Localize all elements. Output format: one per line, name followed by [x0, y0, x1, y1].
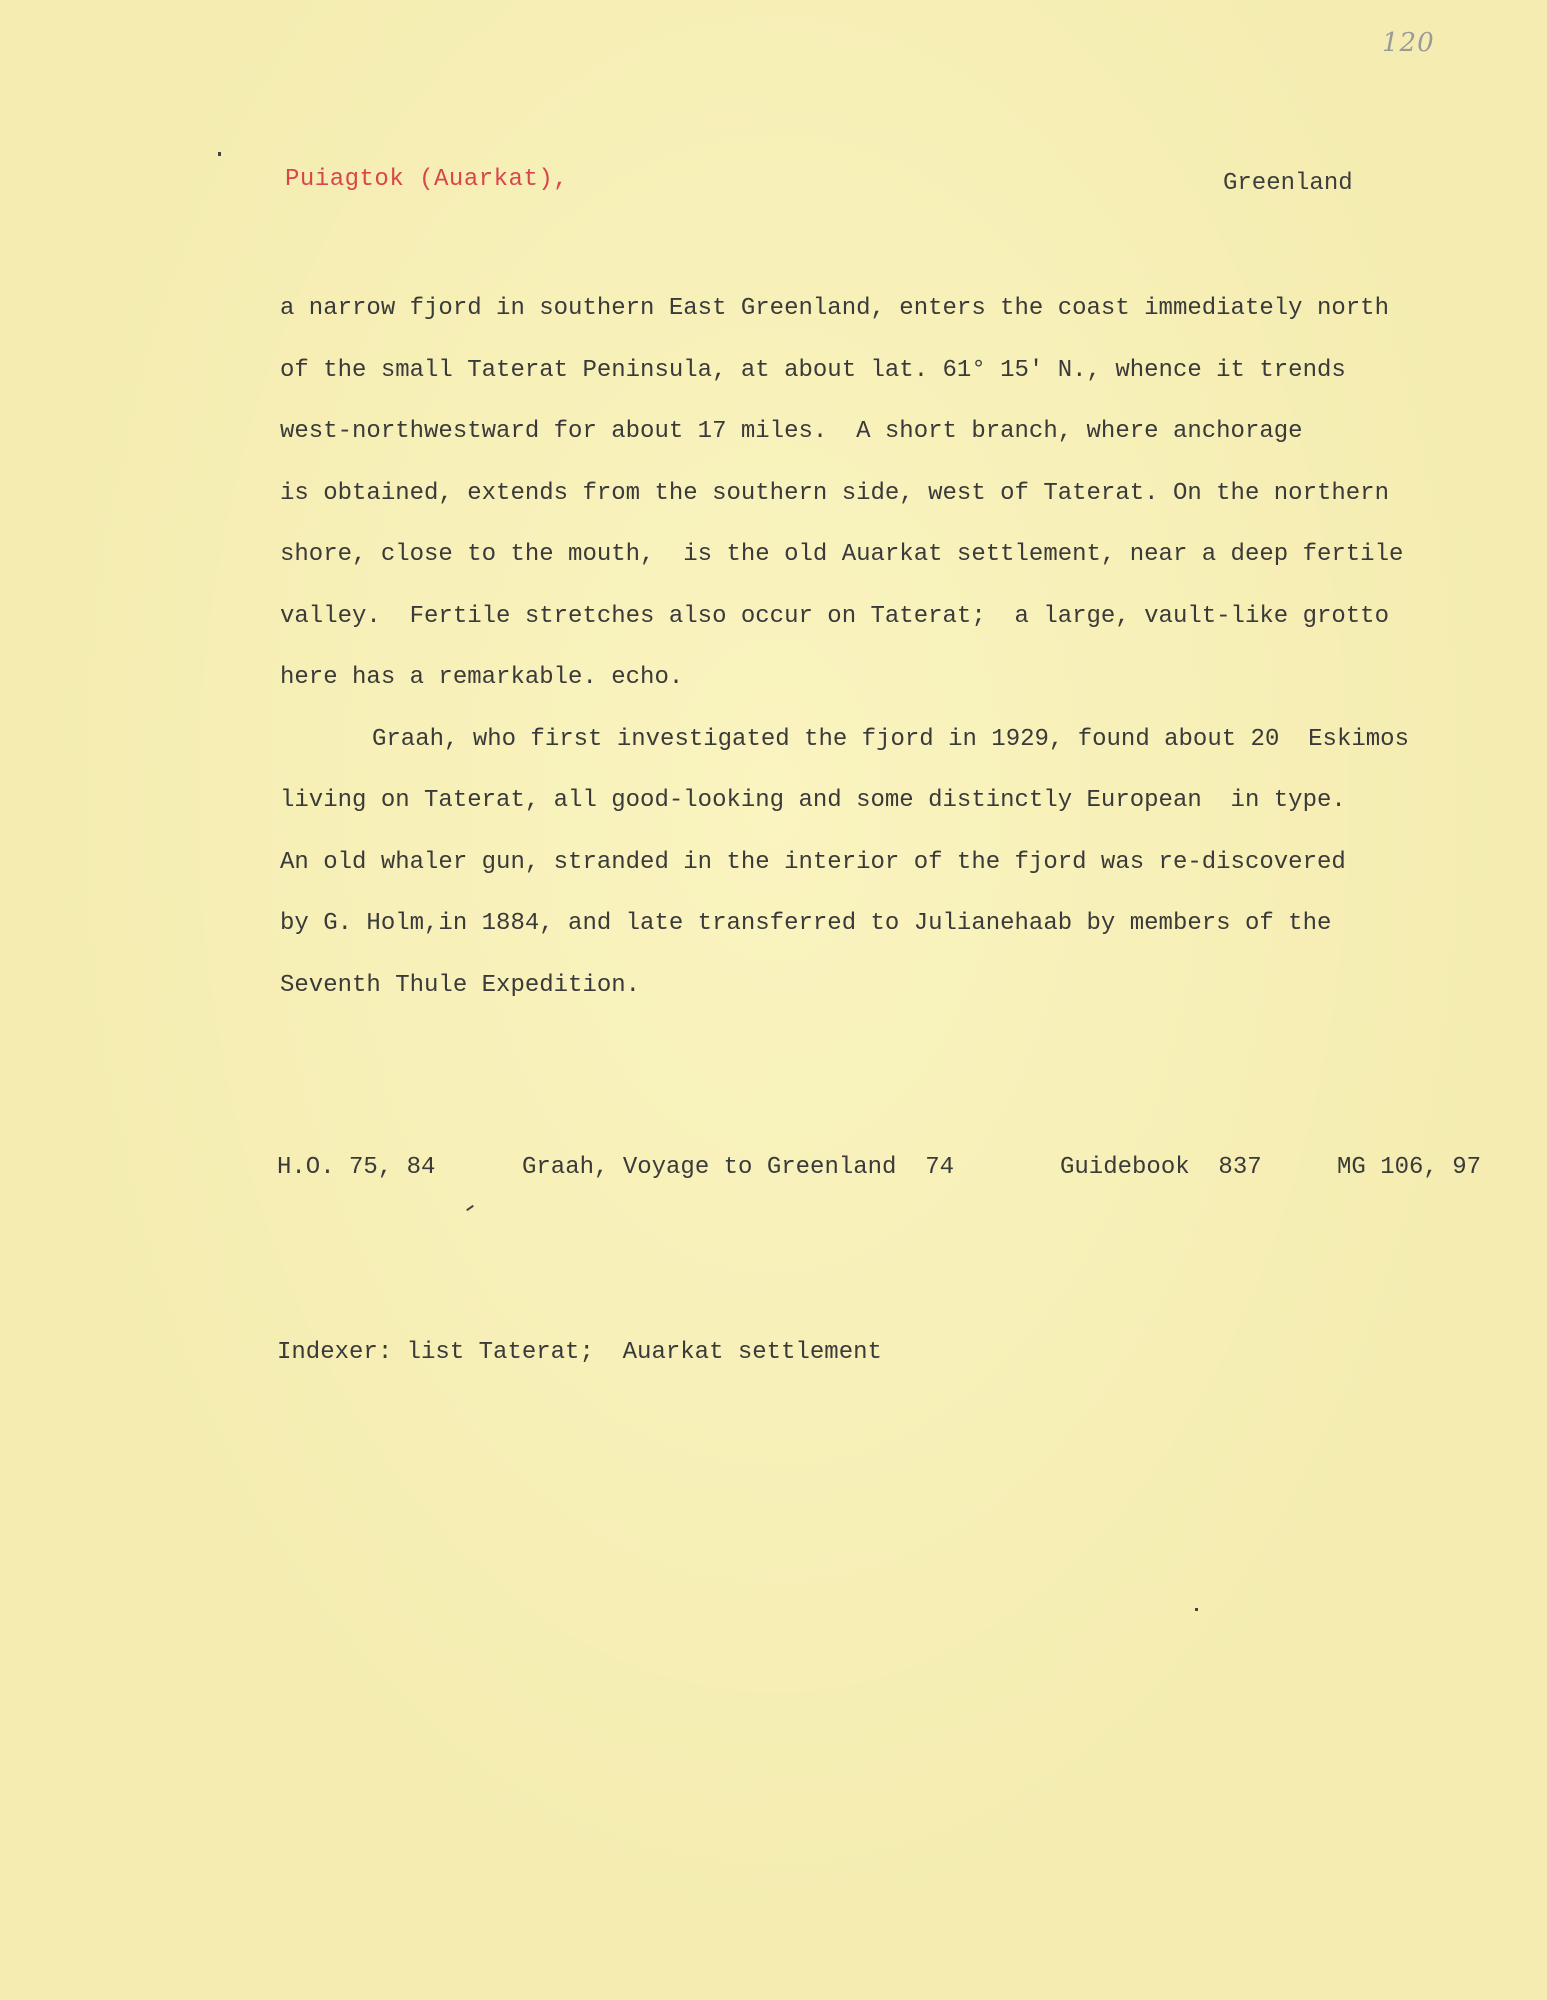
- body-line: An old whaler gun, stranded in the interior of the fjord was re-discovered: [280, 848, 1346, 876]
- body-line: Seventh Thule Expedition.: [280, 971, 641, 999]
- references-line: [277, 1154, 1517, 1190]
- body-line: valley. Fertile stretches also occur on Taterat; a large, vault-like grotto: [280, 602, 1389, 630]
- reference-ho: H.O. 75, 84: [277, 1154, 436, 1181]
- body-line: shore, close to the mouth, is the old Auarkat settlement, near a deep fertile: [280, 541, 1404, 568]
- body-line: is obtained, extends from the southern side, west of Taterat. On the northern: [280, 479, 1389, 507]
- body-line: by G. Holm,in 1884, and late transferred to Julianehaab by members of the: [280, 910, 1332, 937]
- reference-guidebook: Guidebook 837: [1060, 1154, 1262, 1181]
- reference-mg: MG 106, 97: [1337, 1154, 1482, 1181]
- reference-graah: Graah, Voyage to Greenland 74: [522, 1154, 955, 1181]
- paper-speck: [1195, 1608, 1198, 1611]
- page-number: 120: [1382, 28, 1435, 58]
- entry-region: Greenland: [1223, 170, 1353, 197]
- body-line: a narrow fjord in southern East Greenland, enters the coast immediately north: [280, 295, 1389, 322]
- body-line: of the small Taterat Peninsula, at about lat. 61° 15' N., whence it trends: [280, 356, 1346, 384]
- pencil-tick: [466, 1205, 474, 1211]
- body-line: living on Taterat, all good-looking and some distinctly European in type.: [280, 787, 1346, 814]
- body-line: here has a remarkable. echo.: [280, 664, 684, 691]
- indexer-note: Indexer: list Taterat; Auarkat settlement: [277, 1339, 882, 1366]
- body-line: west-northwestward for about 17 miles. A short branch, where anchorage: [280, 418, 1303, 445]
- body-line: Graah, who first investigated the fjord in 1929, found about 20 Eskimos: [372, 725, 1409, 753]
- entry-body: [280, 293, 1480, 1031]
- entry-title: Puiagtok (Auarkat),: [285, 166, 569, 193]
- paper-speck: [218, 152, 221, 156]
